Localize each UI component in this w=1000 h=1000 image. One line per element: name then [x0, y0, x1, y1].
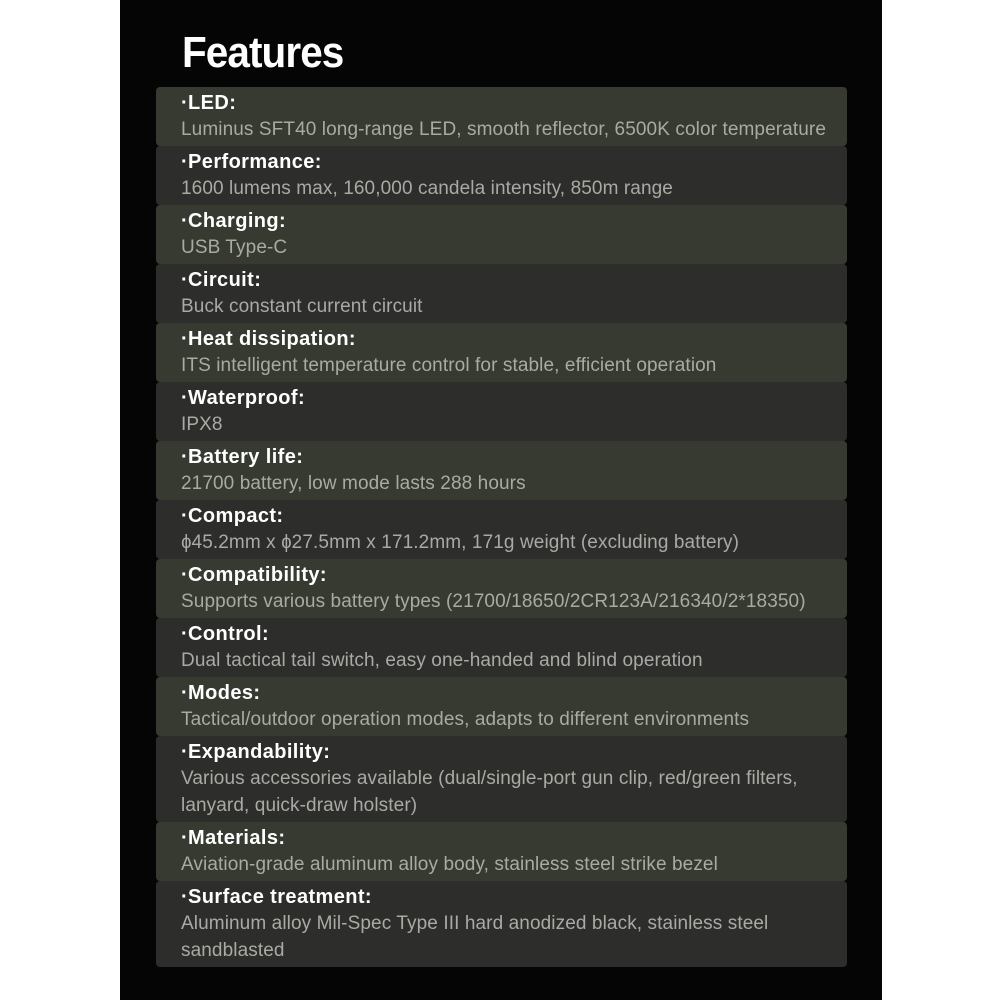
feature-row-waterproof	[156, 382, 847, 441]
feature-row-expandability	[156, 736, 847, 822]
feature-description: Tactical/outdoor operation modes, adapts to different environments	[181, 709, 750, 730]
feature-name: ·Compact:	[181, 505, 284, 527]
feature-row-compatibility	[156, 559, 847, 618]
feature-row-battery-life	[156, 441, 847, 500]
feature-list	[156, 87, 847, 967]
feature-description: 1600 lumens max, 160,000 candela intensity, 850m range	[181, 178, 673, 199]
feature-row-led	[156, 87, 847, 146]
feature-row-performance	[156, 146, 847, 205]
feature-description: IPX8	[181, 414, 223, 435]
feature-row-compact	[156, 500, 847, 559]
feature-name: ·Control:	[181, 623, 270, 645]
feature-name: ·Performance:	[181, 151, 322, 173]
feature-row-modes	[156, 677, 847, 736]
feature-row-heat-dissipation	[156, 323, 847, 382]
feature-name: ·Expandability:	[181, 741, 331, 763]
feature-name: ·Compatibility:	[181, 564, 327, 586]
page-title: Features	[182, 28, 344, 77]
feature-description: 21700 battery, low mode lasts 288 hours	[181, 473, 526, 494]
feature-description: Various accessories available (dual/single-port gun clip, red/green filters, lanyard, quick-draw holster)	[181, 768, 798, 816]
feature-row-charging	[156, 205, 847, 264]
feature-name: ·Heat dissipation:	[181, 328, 356, 350]
feature-name: ·Circuit:	[181, 269, 262, 291]
feature-row-surface-treatment	[156, 881, 847, 967]
feature-name: ·LED:	[181, 92, 237, 114]
feature-description: Aviation-grade aluminum alloy body, stainless steel strike bezel	[181, 854, 718, 875]
feature-name: ·Charging:	[181, 210, 287, 232]
feature-description: Aluminum alloy Mil-Spec Type III hard anodized black, stainless steel sandblasted	[181, 913, 769, 961]
feature-description: Buck constant current circuit	[181, 296, 423, 317]
feature-row-control	[156, 618, 847, 677]
feature-name: ·Modes:	[181, 682, 261, 704]
feature-description: ɸ45.2mm x ɸ27.5mm x 171.2mm, 171g weight (excluding battery)	[181, 532, 740, 553]
feature-description: ITS intelligent temperature control for stable, efficient operation	[181, 355, 717, 376]
feature-name: ·Materials:	[181, 827, 286, 849]
feature-name: ·Surface treatment:	[181, 886, 372, 908]
feature-description: Luminus SFT40 long-range LED, smooth reflector, 6500K color temperature	[181, 119, 826, 140]
feature-description: USB Type-C	[181, 237, 288, 258]
feature-row-materials	[156, 822, 847, 881]
feature-name: ·Waterproof:	[181, 387, 306, 409]
feature-description: Dual tactical tail switch, easy one-handed and blind operation	[181, 650, 703, 671]
feature-name: ·Battery life:	[181, 446, 304, 468]
feature-description: Supports various battery types (21700/18650/2CR123A/216340/2*18350)	[181, 591, 806, 612]
feature-row-circuit	[156, 264, 847, 323]
